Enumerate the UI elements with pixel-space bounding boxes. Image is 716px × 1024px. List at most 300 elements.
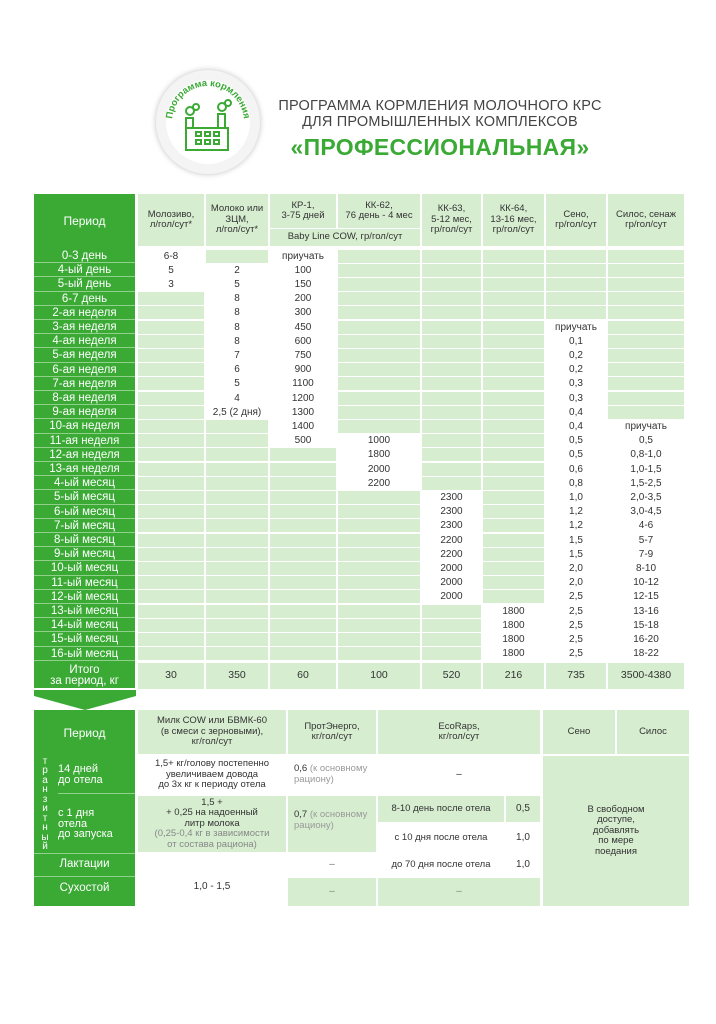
cell-colostrum	[138, 420, 204, 433]
title-line-2: ДЛЯ ПРОМЫШЛЕННЫХ КОМПЛЕКСОВ	[302, 114, 578, 130]
p14-ecoraps: –	[456, 768, 462, 780]
period-label: 16-ый месяц	[34, 647, 135, 661]
ecoraps-8-10-value: 0,5	[506, 796, 540, 822]
period-label: 9-ый месяц	[34, 547, 135, 561]
period-label: 10-ый месяц	[34, 561, 135, 575]
period-label: 15-ый месяц	[34, 632, 135, 646]
cell-hay	[546, 306, 606, 319]
cell-kk63: 2200	[422, 534, 481, 547]
cell-colostrum	[138, 576, 204, 589]
cell-colostrum	[138, 605, 204, 618]
cell-colostrum	[138, 491, 204, 504]
cell-kp1: 600	[270, 335, 336, 348]
cell-milk	[206, 605, 268, 618]
cell-milk	[206, 633, 268, 646]
cell-kp1: 1300	[270, 406, 336, 419]
cell-colostrum: 3	[138, 278, 204, 291]
cell-kp1	[270, 505, 336, 518]
cell-silage: 3,0-4,5	[608, 505, 684, 518]
cell-colostrum	[138, 363, 204, 376]
cell-colostrum	[138, 292, 204, 305]
cell-colostrum	[138, 335, 204, 348]
cell-kk63	[422, 292, 481, 305]
period-from-calving: с 1 дня отела до запуска	[58, 807, 113, 841]
factory-icon	[186, 100, 231, 150]
cell-hay: 2,0	[546, 576, 606, 589]
cell-kk62	[338, 321, 420, 334]
cell-hay: 2,0	[546, 562, 606, 575]
program-logo	[156, 70, 260, 174]
cell-hay: 0,8	[546, 477, 606, 490]
logo-circular-text	[156, 70, 260, 174]
cell-kk64	[483, 420, 544, 433]
cell-kk64	[483, 292, 544, 305]
cell-kk63: 2000	[422, 590, 481, 603]
cell-kk64	[483, 434, 544, 447]
cell-kk63	[422, 605, 481, 618]
transit-letter: т	[42, 812, 48, 824]
cell-kp1: 900	[270, 363, 336, 376]
cell-kk64	[483, 278, 544, 291]
cell-colostrum	[138, 647, 204, 660]
cell-hay	[546, 292, 606, 305]
cell-hay: приучать	[546, 321, 606, 334]
cell-silage: 1,0-1,5	[608, 463, 684, 476]
cell-hay	[546, 264, 606, 277]
cell-kk63	[422, 448, 481, 461]
cell-kk63	[422, 619, 481, 632]
cell-hay: 1,2	[546, 505, 606, 518]
period-label: 0-3 день	[34, 249, 135, 263]
header-milk-cow: Милк COW или БВМК-60 (в смеси с зерновыми), кг/гол/сут	[138, 710, 286, 754]
total-colostrum: 30	[138, 663, 204, 689]
transit-letter: н	[42, 784, 48, 795]
header-kp1: КР-1, 3-75 дней	[270, 194, 336, 228]
period-label: 11-ый месяц	[34, 576, 135, 590]
cell-colostrum	[138, 434, 204, 447]
cell-kk63	[422, 250, 481, 263]
period-14-days: 14 дней до отела	[58, 756, 135, 794]
cell-kk63	[422, 420, 481, 433]
cell-kk62	[338, 406, 420, 419]
cell-kp1	[270, 463, 336, 476]
cell-milk	[206, 534, 268, 547]
period-label: 11-ая неделя	[34, 434, 135, 448]
cell-silage	[608, 306, 684, 319]
svg-text:Программа кормления: Программа кормления	[164, 77, 252, 120]
header-ecoraps: EcoRaps, кг/гол/сут	[378, 710, 540, 754]
cell-kp1	[270, 519, 336, 532]
cell-silage	[608, 406, 684, 419]
protenergo-note: (к основному рациону)	[294, 763, 368, 785]
cell-silage	[608, 392, 684, 405]
cell-milk	[206, 647, 268, 660]
period-label: 12-ая неделя	[34, 448, 135, 462]
cell-milk	[206, 491, 268, 504]
cell-kk62	[338, 335, 420, 348]
cell-kk63	[422, 477, 481, 490]
lact-protenergo: –	[329, 858, 335, 870]
cell-colostrum	[138, 321, 204, 334]
header-hay: Сено, гр/гол/сут	[546, 194, 606, 246]
cell-kk62	[338, 534, 420, 547]
cell-silage: 5-7	[608, 534, 684, 547]
cell-kk64	[483, 477, 544, 490]
cell-kp1: 450	[270, 321, 336, 334]
cell-silage: 0,8-1,0	[608, 448, 684, 461]
cell-kk62	[338, 491, 420, 504]
cell-silage	[608, 292, 684, 305]
cell-silage	[608, 250, 684, 263]
cell-kk64	[483, 335, 544, 348]
transit-letter: а	[42, 774, 48, 786]
cell-kp1	[270, 605, 336, 618]
p14-protenergo	[288, 756, 376, 794]
cell-silage: 15-18	[608, 619, 684, 632]
cell-kk64	[483, 562, 544, 575]
cell-kp1: 100	[270, 264, 336, 277]
cell-kk62	[338, 647, 420, 660]
cell-kk62	[338, 590, 420, 603]
cell-kk62: 2200	[338, 477, 420, 490]
cell-kp1	[270, 590, 336, 603]
cell-kk64	[483, 590, 544, 603]
title-line-3: «ПРОФЕССИОНАЛЬНАЯ»	[290, 134, 590, 160]
cell-hay: 0,6	[546, 463, 606, 476]
cell-kk63	[422, 647, 481, 660]
period-label: 6-ый месяц	[34, 505, 135, 519]
protenergo-value: 0,6	[294, 763, 308, 774]
cell-hay: 0,3	[546, 392, 606, 405]
cell-milk: 4	[206, 392, 268, 405]
cell-kp1: 1400	[270, 420, 336, 433]
cell-kk64	[483, 491, 544, 504]
cell-milk	[206, 434, 268, 447]
cell-milk	[206, 590, 268, 603]
cell-colostrum	[138, 519, 204, 532]
cell-colostrum	[138, 377, 204, 390]
cell-hay: 0,5	[546, 448, 606, 461]
header-silage: Силос, сенаж гр/гол/сут	[608, 194, 684, 246]
cell-hay: 1,5	[546, 534, 606, 547]
cell-hay: 2,5	[546, 633, 606, 646]
total-milk: 350	[206, 663, 268, 689]
cell-kp1	[270, 534, 336, 547]
cell-silage: 10-12	[608, 576, 684, 589]
milk-cow-note: (0,25-0,4 кг в зависимости от состава рациона)	[154, 828, 270, 850]
period-label: 13-ая неделя	[34, 462, 135, 476]
period-label: 5-ый день	[34, 277, 135, 291]
cell-hay: 0,2	[546, 363, 606, 376]
cell-colostrum	[138, 534, 204, 547]
cell-kk62: 1800	[338, 448, 420, 461]
cell-kk63: 2000	[422, 562, 481, 575]
cell-milk	[206, 448, 268, 461]
cell-milk	[206, 250, 268, 263]
cell-kk63: 2300	[422, 491, 481, 504]
cell-silage: 16-20	[608, 633, 684, 646]
cell-kk64	[483, 463, 544, 476]
cell-kk64	[483, 306, 544, 319]
cell-hay: 0,3	[546, 377, 606, 390]
period-label: 4-ая неделя	[34, 334, 135, 348]
chevron-down-icon	[30, 690, 140, 712]
dry-protenergo: –	[288, 878, 376, 906]
period-label: 3-ая неделя	[34, 320, 135, 334]
cell-colostrum	[138, 562, 204, 575]
cell-kk64	[483, 250, 544, 263]
cell-kp1: 200	[270, 292, 336, 305]
cell-kp1	[270, 448, 336, 461]
total-label: Итого за период, кг	[50, 663, 119, 687]
period-label: 5-ая неделя	[34, 348, 135, 362]
total-kk62: 100	[338, 663, 420, 689]
cell-milk: 8	[206, 321, 268, 334]
cell-kk62	[338, 278, 420, 291]
cell-kk63	[422, 363, 481, 376]
cell-colostrum	[138, 406, 204, 419]
cell-kp1	[270, 633, 336, 646]
cell-kk62	[338, 392, 420, 405]
cell-silage	[608, 321, 684, 334]
page-title	[270, 98, 610, 161]
transit-letter: т	[42, 755, 48, 767]
cell-milk	[206, 463, 268, 476]
cell-milk	[206, 562, 268, 575]
cell-silage	[608, 278, 684, 291]
header-kk63: КК-63, 5-12 мес, гр/гол/сут	[422, 194, 481, 246]
cell-kp1: 750	[270, 349, 336, 362]
cell-kk64: 1800	[483, 647, 544, 660]
cell-kk64	[483, 534, 544, 547]
cell-kk62	[338, 349, 420, 362]
cell-kk63	[422, 349, 481, 362]
header-colostrum: Молозиво, л/гол/сут*	[138, 194, 204, 246]
cell-silage	[608, 335, 684, 348]
period-label: 4-ый день	[34, 263, 135, 277]
cell-silage: 0,5	[608, 434, 684, 447]
period-label: 7-ый месяц	[34, 519, 135, 533]
period-label: 6-7 день	[34, 292, 135, 306]
cell-kk62	[338, 605, 420, 618]
cell-kk62	[338, 306, 420, 319]
period-header-2: Период	[63, 725, 106, 740]
transit-letter: й	[42, 841, 48, 852]
cell-colostrum: 5	[138, 264, 204, 277]
cell-silage: приучать	[608, 420, 684, 433]
period-label: 7-ая неделя	[34, 377, 135, 391]
cell-milk: 6	[206, 363, 268, 376]
cell-kk62	[338, 562, 420, 575]
cell-silage	[608, 363, 684, 376]
transit-letter: р	[42, 765, 48, 776]
cell-colostrum	[138, 505, 204, 518]
cell-kk62: 2000	[338, 463, 420, 476]
cell-kp1: 1100	[270, 377, 336, 390]
free-access-note: В свободном доступе, добавлять по мере поедания	[543, 756, 689, 906]
cell-hay: 0,4	[546, 420, 606, 433]
transit-letter: з	[42, 793, 48, 805]
cell-milk	[206, 519, 268, 532]
cell-kk63: 2000	[422, 576, 481, 589]
dry-milk-cow: 1,0 - 1,5	[193, 880, 231, 892]
transit-label	[34, 756, 56, 852]
header-milk: Молоко или ЗЦМ, л/гол/сут*	[206, 194, 268, 246]
cell-milk	[206, 548, 268, 561]
cell-silage: 12-15	[608, 590, 684, 603]
period-label: 10-ая неделя	[34, 419, 135, 433]
cell-silage	[608, 264, 684, 277]
cell-kk64	[483, 576, 544, 589]
cell-kp1: приучать	[270, 250, 336, 263]
cell-kk64: 1800	[483, 633, 544, 646]
cell-kp1: 300	[270, 306, 336, 319]
cell-kk63	[422, 264, 481, 277]
cell-silage: 4-6	[608, 519, 684, 532]
cell-kp1	[270, 477, 336, 490]
period-label: 13-ый месяц	[34, 604, 135, 618]
cell-milk: 8	[206, 306, 268, 319]
protenergo-note: (к основному рациону)	[294, 809, 368, 831]
cell-hay: 0,4	[546, 406, 606, 419]
transit-letter: и	[42, 803, 48, 814]
cell-kk62	[338, 292, 420, 305]
cell-kk64	[483, 448, 544, 461]
cell-silage: 13-16	[608, 605, 684, 618]
period-label: 8-ая неделя	[34, 391, 135, 405]
cell-kk64	[483, 548, 544, 561]
cell-hay: 2,5	[546, 647, 606, 660]
header-baby-line: Baby Line COW, гр/гол/сут	[270, 229, 420, 246]
cell-milk	[206, 477, 268, 490]
cell-milk	[206, 576, 268, 589]
cell-kk62	[338, 505, 420, 518]
cell-milk: 8	[206, 292, 268, 305]
cell-kk62	[338, 576, 420, 589]
cell-colostrum	[138, 306, 204, 319]
total-hay: 735	[546, 663, 606, 689]
cell-kp1	[270, 619, 336, 632]
cell-kp1	[270, 548, 336, 561]
cell-kk64: 1800	[483, 619, 544, 632]
cell-kp1	[270, 491, 336, 504]
cell-kk63	[422, 392, 481, 405]
total-kk63: 520	[422, 663, 481, 689]
lact-ecoraps-value: 1,0	[516, 858, 530, 870]
cell-kk64	[483, 519, 544, 532]
protenergo-value: 0,7	[294, 809, 308, 820]
cell-kk63	[422, 377, 481, 390]
cell-milk: 8	[206, 335, 268, 348]
cell-colostrum	[138, 548, 204, 561]
cell-kk63: 2200	[422, 548, 481, 561]
cell-silage: 1,5-2,5	[608, 477, 684, 490]
cell-kk62	[338, 250, 420, 263]
cell-hay	[546, 278, 606, 291]
cell-kk62	[338, 619, 420, 632]
cell-kp1	[270, 647, 336, 660]
cell-kk62	[338, 420, 420, 433]
cell-silage: 18-22	[608, 647, 684, 660]
cell-hay: 1,5	[546, 548, 606, 561]
cell-kp1: 1200	[270, 392, 336, 405]
cell-kk63	[422, 463, 481, 476]
cell-kk63	[422, 278, 481, 291]
cell-kk62	[338, 548, 420, 561]
cell-hay: 0,1	[546, 335, 606, 348]
cell-silage	[608, 349, 684, 362]
ecoraps-8-10-label: 8-10 день после отела	[378, 796, 504, 822]
cell-kk64	[483, 377, 544, 390]
cell-hay: 0,2	[546, 349, 606, 362]
header-silage-2: Силос	[617, 710, 689, 754]
cell-colostrum	[138, 349, 204, 362]
cell-colostrum	[138, 448, 204, 461]
period-dry: Сухостой	[34, 876, 135, 900]
cell-kk62	[338, 264, 420, 277]
period-label: 2-ая неделя	[34, 306, 135, 320]
period-label: 12-ый месяц	[34, 590, 135, 604]
p14-milk-cow: 1,5+ кг/голову постепенно увеличиваем довода до 3х кг к периоду отела	[154, 758, 270, 791]
cell-silage: 8-10	[608, 562, 684, 575]
cell-kk63: 2300	[422, 519, 481, 532]
cell-kk64	[483, 392, 544, 405]
dry-ecoraps: –	[378, 878, 540, 906]
cell-kk62: 1000	[338, 434, 420, 447]
cell-colostrum: 6-8	[138, 250, 204, 263]
period-label: 8-ый месяц	[34, 533, 135, 547]
cell-kk63	[422, 335, 481, 348]
cell-kk63	[422, 633, 481, 646]
cell-kk64	[483, 264, 544, 277]
cell-kp1: 500	[270, 434, 336, 447]
cell-kk62	[338, 363, 420, 376]
cell-milk	[206, 619, 268, 632]
cell-kk63	[422, 321, 481, 334]
cell-kk64: 1800	[483, 605, 544, 618]
ecoraps-10-label: с 10 дня после отела	[394, 831, 488, 843]
period-lactation: Лактации	[34, 853, 135, 875]
cell-hay: 2,5	[546, 590, 606, 603]
cell-silage: 7-9	[608, 548, 684, 561]
cell-kk62	[338, 519, 420, 532]
cell-kp1: 150	[270, 278, 336, 291]
cell-hay: 0,5	[546, 434, 606, 447]
cell-colostrum	[138, 590, 204, 603]
period-label: 4-ый месяц	[34, 476, 135, 490]
header-kk64: КК-64, 13-16 мес, гр/гол/сут	[483, 194, 544, 246]
transit-letter: ы	[41, 831, 49, 843]
ecoraps-10-value: 1,0	[516, 831, 530, 843]
lact-ecoraps-label: до 70 дня после отела	[391, 858, 491, 870]
cell-kp1	[270, 576, 336, 589]
cell-kk63	[422, 434, 481, 447]
period-label: 5-ый месяц	[34, 490, 135, 504]
header-kk62: КК-62, 76 день - 4 мес	[338, 194, 420, 228]
cell-milk: 2,5 (2 дня)	[206, 406, 268, 419]
cell-colostrum	[138, 463, 204, 476]
cell-kk63	[422, 306, 481, 319]
cell-hay: 1,0	[546, 491, 606, 504]
cell-hay	[546, 250, 606, 263]
cell-kk63: 2300	[422, 505, 481, 518]
cell-hay: 2,5	[546, 605, 606, 618]
cell-milk: 5	[206, 377, 268, 390]
header-hay-2: Сено	[543, 710, 615, 754]
cell-kk62	[338, 633, 420, 646]
header-protenergo: ПротЭнерго, кг/гол/сут	[288, 710, 376, 754]
period-label: 9-ая неделя	[34, 405, 135, 419]
